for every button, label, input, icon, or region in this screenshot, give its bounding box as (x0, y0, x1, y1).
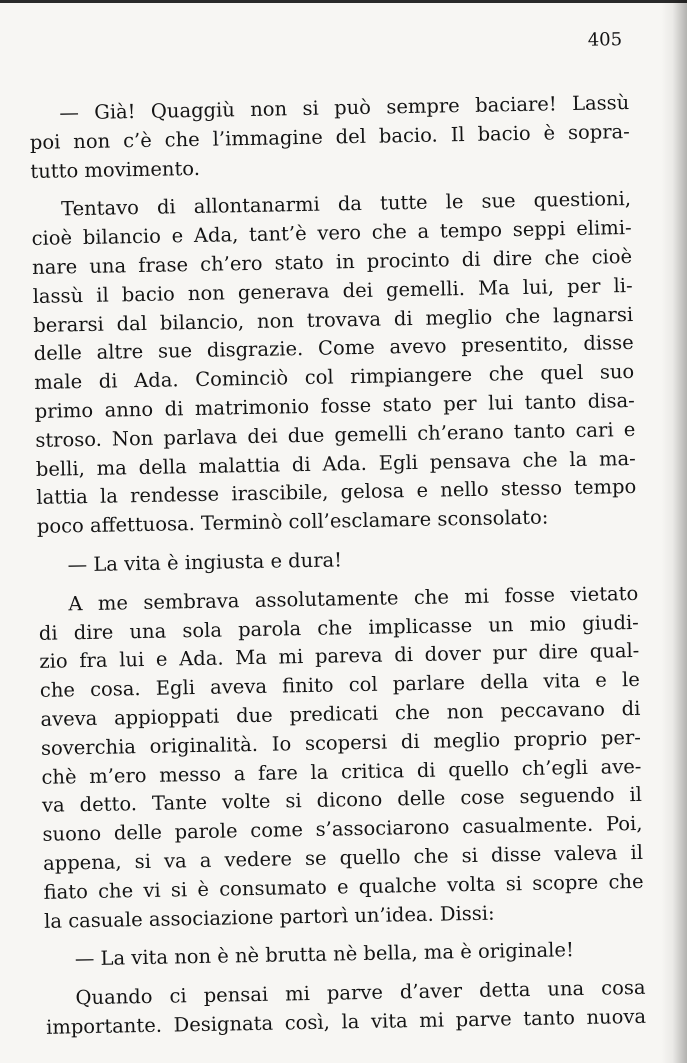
text-line: lassù il bacio non generava dei gemelli. Ma lui, per li- (32, 273, 633, 308)
paragraph-4 (38, 580, 644, 936)
text-line: chè m’ero messo a fare la critica di quello ch’egli ave- (41, 754, 642, 789)
text-line: Tentavo di allontanarmi da tutte le sue questioni, (60, 187, 632, 221)
text-line: fiato che vi si è consumato e qualche volta si scopre che (43, 869, 644, 904)
text-line: nare una frase ch’ero stato in procinto di dire che cioè (31, 244, 633, 279)
text-line: di dire una sola parola che implicasse un mio giudi- (38, 610, 639, 645)
text-line: tutto movimento. (30, 156, 201, 183)
text-line: — La vita non è nè brutta nè bella, ma è originale! (74, 938, 575, 971)
text-line: appena, si va a vedere se quello che si disse valeva il (42, 840, 644, 875)
text-line: importante. Designata così, la vita mi parve tanto nuova (45, 1004, 647, 1039)
text-line: poi non c’è che l’immagine del bacio. Il bacio è sopra- (29, 119, 630, 154)
text-line: primo anno di matrimonio fosse stato per lui tanto disa- (34, 388, 635, 423)
paragraph-1 (29, 89, 630, 186)
text-line: cioè bilancio e Ada, tant’è vero che a tempo seppi elimi- (31, 216, 632, 251)
text-line: suono delle parole come s’associarono casualmente. Poi, (42, 811, 643, 846)
text-line: Quando ci pensai mi parve d’aver detta una cosa (75, 975, 646, 1010)
text-line: la casuale associazione partorì un’idea. Dissi: (43, 901, 495, 933)
text-line: che cosa. Egli aveva finito col parlare della vita e le (39, 668, 641, 703)
paragraph-6 (45, 974, 646, 1043)
text-line: lattia la rendesse irascibile, gelosa e nello stesso tempo (36, 475, 637, 510)
text-line: — La vita è ingiusta e dura! (67, 548, 343, 577)
text-line: berarsi dal bilancio, non trovava di meglio che lagnarsi (33, 302, 634, 337)
text-line: belli, ma della malattia di Ada. Egli pensava che la ma- (35, 446, 636, 481)
text-line: A me sembrava assolutamente che mi fosse vietato (68, 581, 639, 616)
page-number: 405 (587, 29, 623, 51)
page-text-block (28, 29, 646, 1043)
text-line: male di Ada. Cominciò col rimpiangere che quel suo (34, 360, 635, 395)
paragraph-2 (31, 185, 637, 541)
text-line: poco affettuosa. Terminò coll’esclamare sconsolato: (36, 505, 549, 539)
page-top-edge (0, 0, 687, 3)
text-line: aveva appioppati due predicati che non peccavano di (40, 696, 641, 731)
text-line: va detto. Tante volte si dicono delle cose seguendo il (41, 783, 643, 818)
text-line: zio fra lui e Ada. Ma mi pareva di dover pur dire qual- (39, 639, 640, 674)
text-line: delle altre sue disgrazie. Come avevo presentito, disse (33, 331, 634, 366)
binding-shadow (661, 0, 687, 1063)
text-line: stroso. Non parlava dei due gemelli ch’erano tanto cari e (35, 417, 636, 452)
text-line: soverchia originalità. Io scopersi di meglio proprio per- (40, 725, 642, 760)
text-line: — Già! Quaggiù non si può sempre baciare! Lassù (59, 90, 630, 125)
